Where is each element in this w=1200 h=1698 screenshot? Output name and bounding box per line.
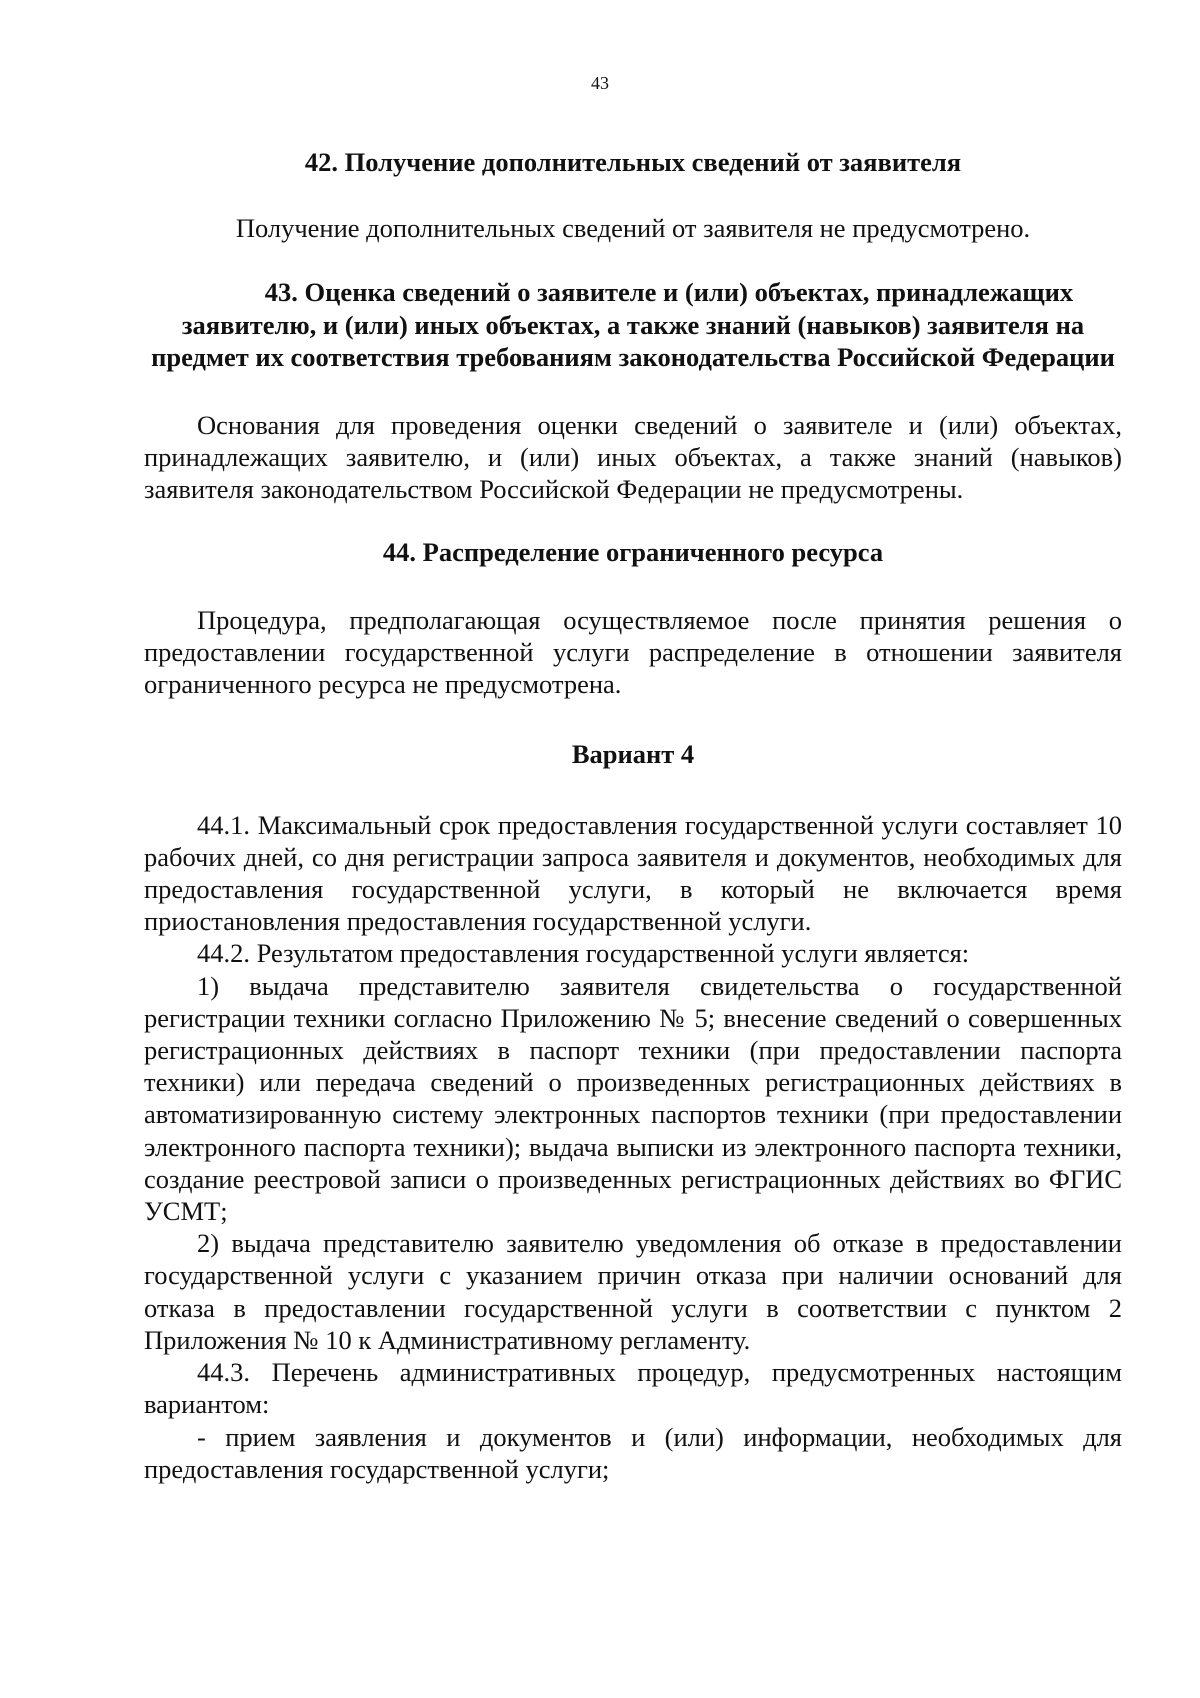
result-item-1: 1) выдача представителю заявителя свидетельства о государственной регистрации техники согласно Приложению № 5; внесение сведений о совершенных регистрационных действиях в паспорт техники (при предоставлении паспорта техники) или передача сведений о произведенных регистрационных действиях в автоматизированную систему электронных паспортов техники (при предоставлении электронного паспорта техники); выдача выписки из электронного паспорта техники, создание реестровой записи о произведенных регистрационных действиях во ФГИС УСМТ; <box>144 970 1122 1227</box>
section-42-text: Получение дополнительных сведений от заявителя не предусмотрено. <box>235 213 1031 244</box>
procedure-list-item: - прием заявления и документов и (или) информации, необходимых для предоставления государственной услуги; <box>144 1421 1122 1484</box>
result-item-2: 2) выдача представителю заявителю уведомления об отказе в предоставлении государственной услуги с указанием причин отказа при наличии оснований для отказа в предоставлении государственной услуги в соответствии с пунктом 2 Приложения № 10 к Административному регламенту. <box>144 1228 1122 1355</box>
section-43-text: Основания для проведения оценки сведений о заявителе и (или) объектах, принадлежащих заявителю, и (или) иных объектах, а также знаний (навыков) заявителя законодательством Российской Федерации не предусмотрены. <box>144 410 1122 505</box>
variant-heading: Вариант 4 <box>571 739 695 770</box>
paragraph-44-1: 44.1. Максимальный срок предоставления государственной услуги составляет 10 рабочих дней, со дня регистрации запроса заявителя и документов, необходимых для предоставления государственной услуги, в который не включается время приостановления предоставления государственной услуги. <box>144 809 1122 937</box>
section-43-heading: 43. Оценка сведений о заявителе и (или) объектах, принадлежащих заявителю, и (или) иных объектах, а также знаний (навыков) заявителя на предмет их соответствия требованиям законодательства Российской Федерации <box>151 277 1115 372</box>
section-42-heading: 42. Получение дополнительных сведений от заявителя <box>304 147 962 177</box>
page-number: 43 <box>591 73 609 93</box>
paragraph-44-3: 44.3. Перечень административных процедур, предусмотренных настоящим вариантом: <box>144 1357 1122 1420</box>
document-body <box>144 146 1122 1485</box>
section-44-heading: 44. Распределение ограниченного ресурса <box>382 536 884 567</box>
section-44-text: Процедура, предполагающая осуществляемое после принятия решения о предоставлении государственной услуги распределение в отношении заявителя ограниченного ресурса не предусмотрена. <box>144 604 1122 700</box>
paragraph-44-2: 44.2. Результатом предоставления государственной услуги является: <box>197 938 970 969</box>
